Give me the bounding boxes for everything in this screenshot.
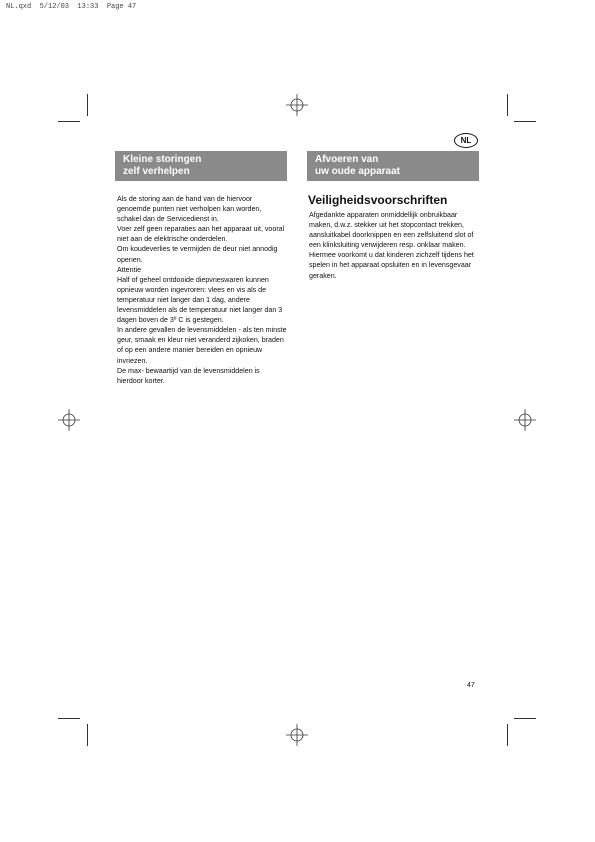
left-header-line2: zelf verhelpen (123, 166, 190, 177)
crop-mark-top-right-h (514, 121, 536, 122)
page-number: 47 (467, 682, 475, 689)
crop-mark-top-left-v (87, 94, 88, 116)
left-paragraph: De max- bewaartijd van de levensmiddelen is hierdoor korter. (117, 366, 260, 385)
right-header-line2: uw oude apparaat (315, 166, 401, 177)
crop-mark-bottom-left-h (58, 718, 80, 719)
left-section-header (115, 151, 287, 181)
left-paragraph: In andere gevallen de levensmiddelen - als ten minste geur, smaak en kleur niet veranderd zijkoken, braden of op een andere manier bereiden en opnieuw invriezen. (117, 326, 287, 365)
crop-mark-bottom-left-v (87, 724, 88, 746)
left-paragraph: Half of geheel ontdooide diepvrieswaren kunnen opnieuw worden ingevroren: vlees en vis als de temperatuur niet langer dan 1 dag, andere levensmiddelen als de temperatuur niet langer dan 3 dagen boven de 3º C is gestegen. (117, 275, 283, 325)
left-paragraph: Om koudeverlies te vermijden de deur niet annodig openen. (117, 245, 278, 264)
left-column-text (117, 194, 287, 386)
crop-mark-top-left-h (58, 121, 80, 122)
registration-mark-left-icon (58, 409, 80, 431)
print-slug: NL.qxd 5/12/03 13:33 Page 47 (6, 3, 137, 11)
left-paragraph: Als de storing aan de hand van de hiervoor genoemde punten niet verholpen kan worden, schakel dan de Servicedienst in. (117, 195, 262, 224)
left-paragraph: Voer zelf geen reparaties aan het apparaat uit, vooral niet aan de elektrische onderdelen. (117, 225, 285, 244)
crop-mark-top-right-v (507, 94, 508, 116)
registration-mark-right-icon (514, 409, 536, 431)
left-paragraph: Attentie (117, 265, 142, 274)
section-subheading: Veiligheidsvoorschriften (308, 193, 448, 207)
crop-mark-bottom-right-h (514, 718, 536, 719)
language-badge: NL (454, 133, 478, 148)
right-column-text (309, 210, 479, 281)
right-section-header (307, 151, 479, 181)
right-paragraph: Afgedankte apparaten onmiddellijk onbruikbaar maken, d.w.z. stekker uit het stopcontact trekken, aansluitkabel doorknippen en een zelfsluitend slot of een klinksluiting verwijderen resp. onklaar maken. (309, 211, 474, 250)
registration-mark-bottom-icon (286, 724, 308, 746)
registration-mark-top-icon (286, 94, 308, 116)
crop-mark-bottom-right-v (507, 724, 508, 746)
right-paragraph: Hiermee voorkomt u dat kinderen zichzelf tijdens het spelen in het apparaat opsluiten en in levensgevaar geraken. (309, 251, 474, 280)
left-header-line1: Kleine storingen (123, 154, 202, 165)
right-header-line1: Afvoeren van (315, 154, 379, 165)
